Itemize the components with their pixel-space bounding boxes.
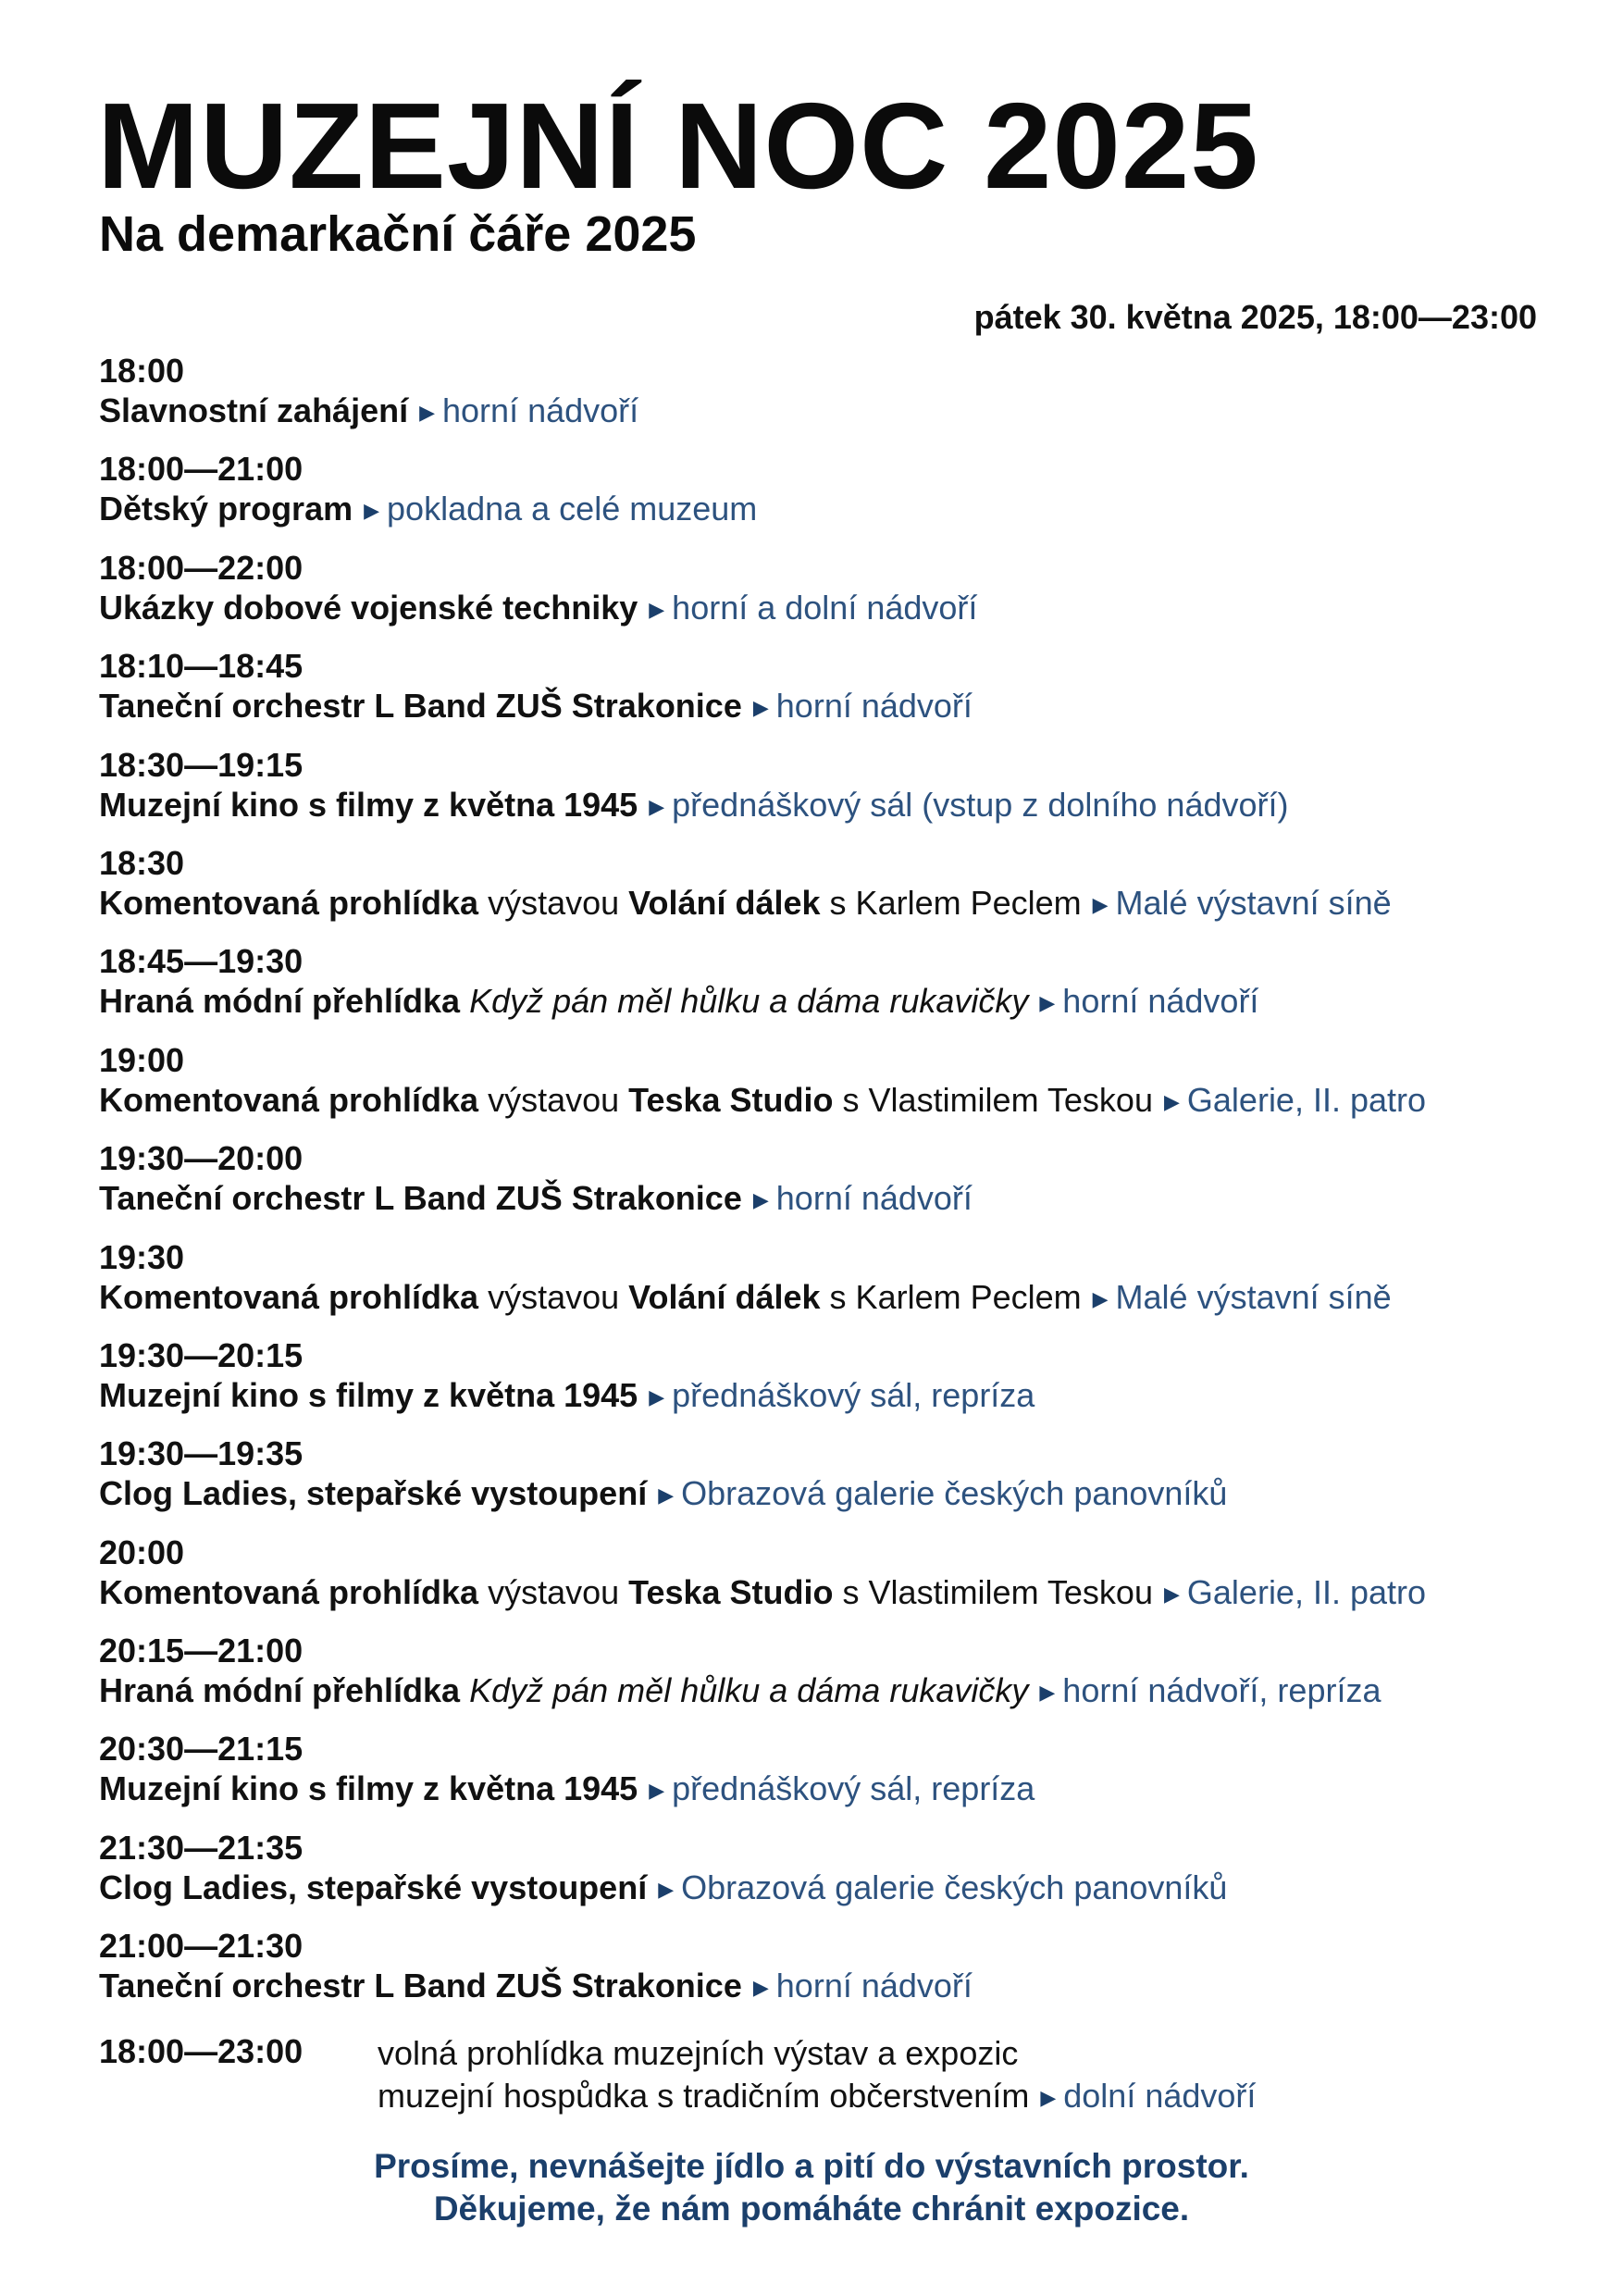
entry-time: 20:00 (99, 1533, 185, 1571)
location-arrow-icon: ▶ (649, 1384, 665, 1409)
entry-title: Komentovaná prohlídka (99, 1277, 479, 1316)
page-title: MUZEJNÍ NOC 2025 (97, 78, 1259, 214)
entry-time: 19:30—20:15 (99, 1335, 304, 1374)
exhibition-name: Teska Studio (628, 1572, 834, 1611)
location-arrow-icon: ▶ (649, 597, 665, 621)
entry-show-name: Když pán měl hůlku a dáma rukavičky (460, 1671, 1029, 1710)
entry-location: Malé výstavní síně (1115, 1277, 1392, 1316)
entry-line (99, 686, 1542, 726)
location-arrow-icon: ▶ (658, 1483, 675, 1508)
entry-time: 18:00—21:00 (99, 450, 304, 489)
entry-location: přednáškový sál (vstup z dolního nádvoří) (672, 785, 1289, 824)
schedule-entry (99, 1139, 1542, 1237)
entry-title: Komentovaná prohlídka (99, 883, 479, 922)
entry-location: Obrazová galerie českých panovníků (681, 1474, 1228, 1513)
location-arrow-icon: ▶ (1163, 1089, 1180, 1113)
location-arrow-icon: ▶ (649, 794, 665, 818)
entry-guide: s Karlem Peclem (820, 883, 1082, 922)
all-evening-item (378, 2075, 1256, 2117)
schedule-entry (99, 844, 1542, 942)
all-evening-items (378, 2032, 1256, 2117)
entry-text: výstavou (478, 883, 629, 922)
entry-line (99, 1868, 1542, 1908)
entry-title: Muzejní kino s filmy z května 1945 (99, 1769, 638, 1808)
entry-time: 18:00—22:00 (99, 548, 304, 587)
entry-guide: s Karlem Peclem (820, 1277, 1082, 1316)
entry-guide: s Vlastimilem Teskou (833, 1572, 1153, 1611)
notice (0, 2145, 1623, 2230)
entry-location: Malé výstavní síně (1115, 883, 1392, 922)
entry-time: 21:00—21:30 (99, 1927, 304, 1966)
notice-line: Děkujeme, že nám pomáháte chránit expozice. (433, 2190, 1190, 2228)
schedule-entry (99, 1829, 1542, 1927)
entry-location: horní nádvoří, repríza (1062, 1671, 1381, 1710)
entry-line (99, 1473, 1542, 1514)
entry-show-name: Když pán měl hůlku a dáma rukavičky (460, 982, 1029, 1021)
schedule-entry (99, 1632, 1542, 1730)
entry-line (99, 391, 1542, 431)
entry-line (99, 1375, 1542, 1416)
location-arrow-icon: ▶ (752, 696, 769, 720)
entry-title: Clog Ladies, stepařské vystoupení (99, 1868, 648, 1906)
schedule-entry (99, 549, 1542, 647)
schedule-entry (99, 746, 1542, 844)
entry-line (99, 785, 1542, 825)
location-arrow-icon: ▶ (1092, 892, 1109, 916)
entry-line (99, 489, 1542, 529)
entry-location: horní nádvoří (442, 391, 639, 429)
all-evening-time: 18:00—23:00 (99, 2032, 304, 2070)
location-arrow-icon: ▶ (752, 1976, 769, 2000)
entry-location: Galerie, II. patro (1186, 1572, 1427, 1611)
entry-line (99, 588, 1542, 628)
notice-line: Prosíme, nevnášejte jídlo a pití do výstavních prostor. (374, 2147, 1249, 2185)
all-evening-item-text: muzejní hospůdka s tradičním občerstvením (378, 2077, 1030, 2115)
location-arrow-icon: ▶ (1163, 1582, 1180, 1606)
schedule-entry (99, 1434, 1542, 1533)
entry-time: 18:30 (99, 843, 185, 882)
schedule-entry (99, 1238, 1542, 1336)
entry-line (99, 1277, 1542, 1318)
entry-time: 19:00 (99, 1040, 185, 1079)
entry-line (99, 1966, 1542, 2006)
entry-line (99, 981, 1542, 1022)
entry-time: 20:30—21:15 (99, 1730, 304, 1769)
entry-line (99, 1670, 1542, 1711)
location-text: dolní nádvoří (1063, 2077, 1257, 2115)
entry-location: pokladna a celé muzeum (387, 490, 758, 528)
entry-title: Taneční orchestr L Band ZUŠ Strakonice (99, 1967, 742, 2005)
entry-line (99, 1572, 1542, 1613)
entry-title: Muzejní kino s filmy z května 1945 (99, 1375, 638, 1414)
event-date: pátek 30. května 2025, 18:00—23:00 (973, 298, 1537, 336)
entry-title: Komentovaná prohlídka (99, 1080, 479, 1119)
entry-title: Clog Ladies, stepařské vystoupení (99, 1474, 648, 1513)
page-subtitle: Na demarkační čáře 2025 (99, 206, 697, 262)
entry-title: Taneční orchestr L Band ZUŠ Strakonice (99, 687, 742, 726)
entry-time: 20:15—21:00 (99, 1632, 304, 1670)
entry-title: Hraná módní přehlídka (99, 982, 461, 1021)
entry-title: Muzejní kino s filmy z května 1945 (99, 785, 638, 824)
schedule-entry (99, 647, 1542, 745)
location-arrow-icon: ▶ (752, 1188, 769, 1212)
entry-line (99, 1769, 1542, 1809)
entry-title: Dětský program (99, 490, 353, 528)
entry-location: horní nádvoří (775, 1179, 973, 1218)
entry-time: 18:00 (99, 352, 185, 390)
entry-title: Hraná módní přehlídka (99, 1671, 461, 1710)
schedule-entry (99, 1041, 1542, 1139)
entry-time: 18:10—18:45 (99, 647, 304, 686)
entry-time: 19:30—20:00 (99, 1139, 304, 1178)
entry-text: výstavou (478, 1572, 629, 1611)
entry-location: Obrazová galerie českých panovníků (681, 1868, 1228, 1906)
schedule-entry (99, 1730, 1542, 1828)
entry-title: Slavnostní zahájení (99, 391, 409, 429)
entry-time: 19:30 (99, 1237, 185, 1276)
schedule-entry (99, 1336, 1542, 1434)
schedule-entry (99, 942, 1542, 1040)
schedule-entry (99, 1927, 1542, 2025)
location-arrow-icon: ▶ (364, 499, 380, 523)
entry-guide: s Vlastimilem Teskou (833, 1080, 1153, 1119)
entry-location: přednáškový sál, repríza (672, 1769, 1035, 1808)
location-arrow-icon: ▶ (1092, 1286, 1109, 1310)
entry-time: 19:30—19:35 (99, 1434, 304, 1473)
exhibition-name: Volání dálek (628, 883, 821, 922)
schedule-entry (99, 450, 1542, 548)
schedule-entry (99, 1533, 1542, 1632)
all-evening-item: volná prohlídka muzejních výstav a expozic (378, 2034, 1019, 2072)
schedule-entry (99, 352, 1542, 450)
entry-location: přednáškový sál, repríza (672, 1375, 1035, 1414)
entry-line (99, 1178, 1542, 1219)
entry-location: horní nádvoří (1062, 982, 1259, 1021)
entry-line (99, 1080, 1542, 1121)
exhibition-name: Teska Studio (628, 1080, 834, 1119)
entry-text: výstavou (478, 1277, 629, 1316)
entry-location: horní a dolní nádvoří (672, 588, 978, 627)
entry-title: Komentovaná prohlídka (99, 1572, 479, 1611)
entry-location: horní nádvoří (775, 687, 973, 726)
location-arrow-icon: ▶ (1040, 2086, 1057, 2109)
location-arrow-icon: ▶ (658, 1877, 675, 1901)
exhibition-name: Volání dálek (628, 1277, 821, 1316)
entry-location: horní nádvoří (775, 1967, 973, 2005)
entry-title: Taneční orchestr L Band ZUŠ Strakonice (99, 1179, 742, 1218)
entry-location: Galerie, II. patro (1186, 1080, 1427, 1119)
entry-time: 18:45—19:30 (99, 942, 304, 981)
entry-time: 18:30—19:15 (99, 745, 304, 784)
location-arrow-icon: ▶ (1039, 991, 1056, 1015)
location-arrow-icon: ▶ (419, 401, 436, 424)
entry-time: 21:30—21:35 (99, 1828, 304, 1867)
entry-title: Ukázky dobové vojenské techniky (99, 588, 638, 627)
schedule-list (99, 352, 1542, 2026)
location-arrow-icon: ▶ (1039, 1681, 1056, 1705)
entry-text: výstavou (478, 1080, 629, 1119)
location-arrow-icon: ▶ (649, 1779, 665, 1803)
entry-line (99, 883, 1542, 924)
